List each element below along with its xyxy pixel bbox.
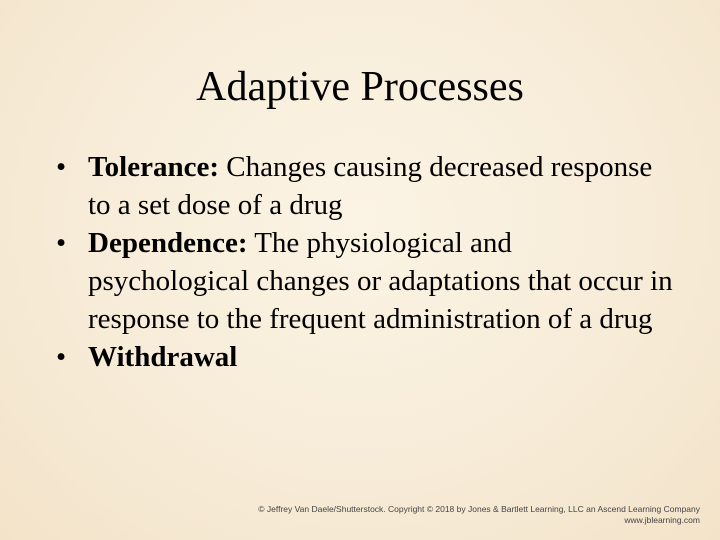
bullet-withdrawal: [56, 338, 676, 376]
term-dependence: Dependence:: [88, 227, 248, 259]
bullet-marker: •: [56, 341, 67, 373]
definition-tolerance: Changes causing decreased response to a set dose of a drug: [88, 151, 653, 221]
term-tolerance: Tolerance:: [88, 151, 220, 183]
copyright-footer: [180, 504, 700, 526]
bullet-marker: •: [56, 151, 67, 183]
bullet-list: [56, 148, 676, 376]
bullet-marker: •: [56, 227, 67, 259]
bullet-dependence: [56, 224, 676, 338]
term-withdrawal: Withdrawal: [88, 341, 238, 373]
bullet-tolerance: [56, 148, 676, 224]
publisher-url: www.jblearning.com: [624, 515, 700, 525]
copyright-credit: © Jeffrey Van Daele/Shutterstock. Copyright © 2018 by Jones & Bartlett Learning, LLC an Ascend Learning Company: [258, 504, 700, 514]
slide-title: Adaptive Processes: [196, 64, 524, 110]
definition-dependence: The physiological and psychological changes or adaptations that occur in response to the frequent administration of a drug: [88, 227, 673, 335]
